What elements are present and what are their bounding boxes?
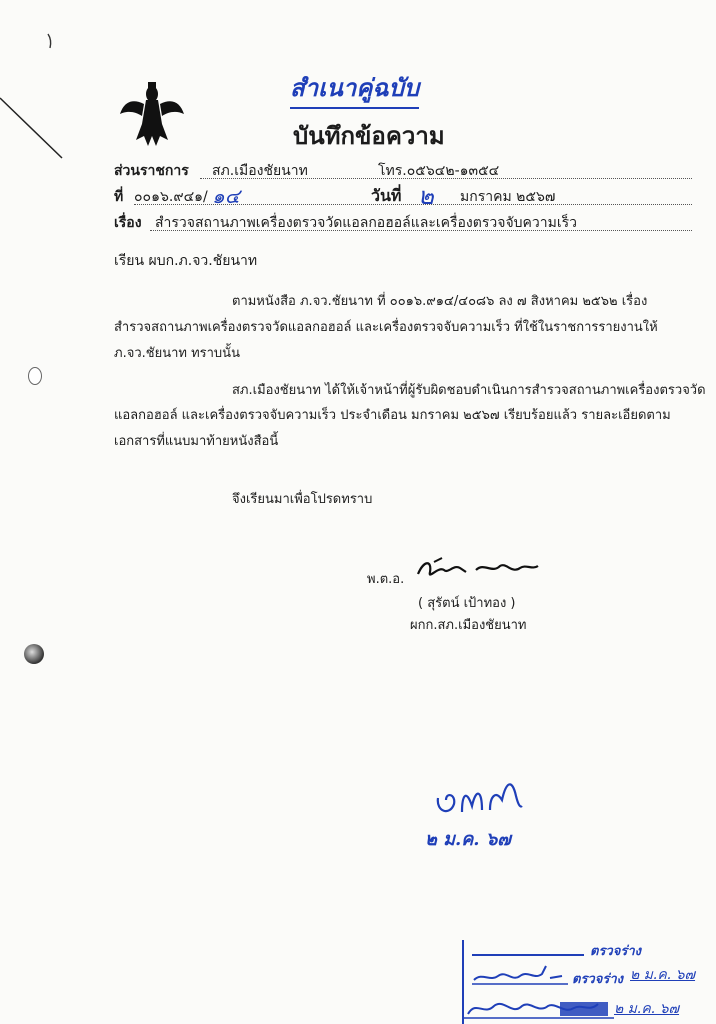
ref-label: ที่	[114, 189, 124, 205]
handwritten-signature	[414, 556, 542, 584]
subject-dotted-line	[150, 230, 692, 231]
ref-dotted-line	[134, 204, 692, 205]
signature-position: ผกก.สภ.เมืองชัยนาท	[410, 618, 527, 633]
date-label: วันที่	[371, 186, 402, 205]
salutation: เรียน ผบก.ภ.จว.ชัยนาท	[114, 253, 258, 269]
handwritten-initials	[432, 776, 528, 824]
subject-label: เรื่อง	[114, 215, 142, 231]
ref-handwritten-number: ๑๔	[212, 184, 240, 208]
paragraph-1-line-3: ภ.จว.ชัยนาท ทราบนั้น	[114, 346, 240, 361]
dept-label: ส่วนราชการ	[114, 163, 189, 179]
paragraph-2-line-1: สภ.เมืองชัยนาท ได้ให้เจ้าหน้าที่ผู้รับผิดชอบดำเนินการสำรวจสถานภาพเครื่องตรวจวัด	[232, 383, 706, 398]
signature-rank: พ.ต.อ.	[367, 572, 405, 587]
phone-number: โทร.๐๕๖๔๒-๑๓๕๔	[378, 163, 500, 179]
date-month-year: มกราคม ๒๕๖๗	[460, 189, 556, 205]
dept-value: สภ.เมืองชัยนาท	[212, 163, 308, 179]
review-row-1	[472, 940, 708, 962]
review-date-3: ๒ ม.ค. ๖๗	[614, 1001, 680, 1017]
garuda-emblem	[118, 80, 186, 152]
review-line-1	[472, 954, 584, 956]
review-signature-3	[464, 994, 614, 1022]
paragraph-2-line-3: เอกสารที่แนบมาท้ายหนังสือนี้	[114, 434, 279, 449]
corner-fold-line	[0, 0, 120, 160]
review-row-2	[472, 962, 708, 990]
date-day-handwritten: ๒	[418, 182, 434, 210]
date-stamp: ๒ ม.ค. ๖๗	[425, 829, 511, 850]
page-title: บันทึกข้อความ	[293, 122, 445, 150]
review-row-3	[464, 994, 710, 1022]
punch-hole-bottom	[24, 644, 44, 664]
review-label-1: ตรวจร่าง	[590, 944, 641, 959]
paragraph-1-line-1: ตามหนังสือ ภ.จว.ชัยนาท ที่ ๐๐๑๖.๙๑๔/๔๐๘๖ ลง ๗ สิงหาคม ๒๕๖๒ เรื่อง	[232, 294, 648, 309]
closing-line: จึงเรียนมาเพื่อโปรดทราบ	[232, 492, 373, 507]
ref-value: ๐๐๑๖.๙๔๑/	[134, 189, 208, 205]
subject-value: สำรวจสถานภาพเครื่องตรวจวัดแอลกอฮอล์และเครื่องตรวจจับความเร็ว	[155, 215, 578, 231]
review-date-2: ๒ ม.ค. ๖๗	[630, 967, 696, 983]
paragraph-1-line-2: สำรวจสถานภาพเครื่องตรวจวัดแอลกอฮอล์ และเครื่องตรวจจับความเร็ว ที่ใช้ในราชการรายงานให้	[114, 320, 658, 335]
dept-dotted-line	[200, 178, 692, 179]
paragraph-2-line-2: แอลกอฮอล์ และเครื่องตรวจจับความเร็ว ประจำเดือน มกราคม ๒๕๖๗ เรียบร้อยแล้ว รายละเอียดตาม	[114, 408, 671, 423]
copy-stamp: สำเนาคู่ฉบับ	[290, 68, 419, 109]
review-box	[462, 940, 710, 1024]
signature-name: ( สุรัตน์ เป้าทอง )	[418, 596, 516, 611]
review-signature-2	[472, 962, 568, 988]
punch-hole-top	[28, 367, 42, 385]
review-label-2: ตรวจร่าง	[572, 972, 623, 987]
